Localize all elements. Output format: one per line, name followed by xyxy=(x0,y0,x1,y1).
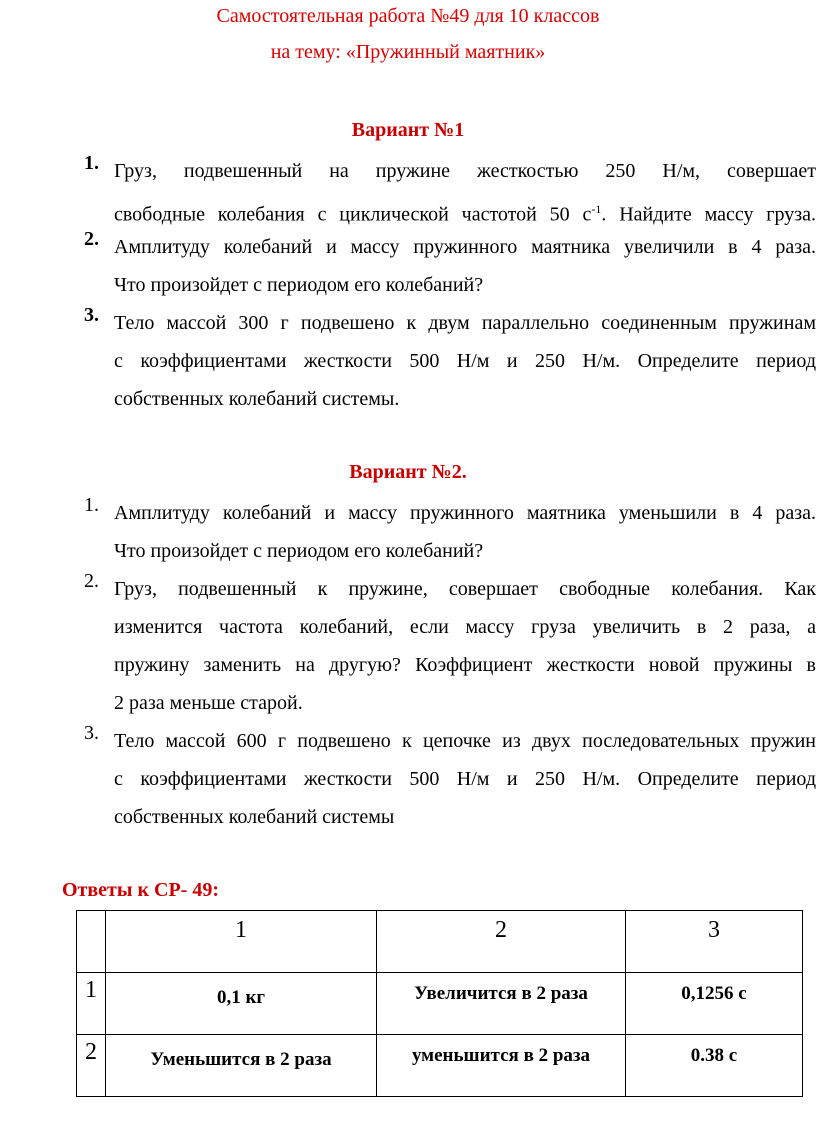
problem-text xyxy=(114,722,816,836)
problem-line: Груз, подвешенный на пружине жесткостью 250 Н/м, совершает xyxy=(114,160,816,182)
answers-table xyxy=(76,910,803,1097)
problem-line: Что произойдет с периодом его колебаний? xyxy=(114,540,484,562)
table-row xyxy=(77,1035,803,1097)
worksheet-title: Самостоятельная работа №49 для 10 классов xyxy=(216,5,600,27)
row-header: 1 xyxy=(77,973,106,1035)
column-header: 1 xyxy=(106,911,377,973)
answer-cell: Увеличится в 2 раза xyxy=(377,973,626,1035)
row-header: 2 xyxy=(77,1035,106,1097)
answer-cell: 0,1256 с xyxy=(626,973,803,1035)
table-header-row xyxy=(77,911,803,973)
problem-text xyxy=(114,570,816,722)
table-corner-cell xyxy=(77,911,106,973)
problem-line: Груз, подвешенный к пружине, совершает свободные колебания. Как xyxy=(114,578,816,600)
problem-text xyxy=(114,228,816,304)
problem-line: с коэффициентами жесткости 500 Н/м и 250 Н/м. Определите период xyxy=(114,768,816,790)
problem-number: 2. xyxy=(84,570,99,592)
problem-text xyxy=(114,152,816,234)
problem-text xyxy=(114,304,816,418)
problem-line: собственных колебаний системы. xyxy=(114,388,400,410)
problem-line: Амплитуду колебаний и массу пружинного маятника увеличили в 4 раза. xyxy=(114,236,816,258)
problem-number: 2. xyxy=(84,228,99,250)
variant-1-heading: Вариант №1 xyxy=(351,119,465,141)
problem-number: 3. xyxy=(84,722,99,744)
problem-number: 1. xyxy=(84,494,99,516)
problem-line: 2 раза меньше старой. xyxy=(114,692,303,714)
problem-line-text: свободные колебания с циклической частотой 50 с xyxy=(114,203,592,226)
problem-text xyxy=(114,494,816,570)
answer-cell: уменьшится в 2 раза xyxy=(377,1035,626,1097)
problem-line: пружину заменить на другую? Коэффициент жесткости новой пружины в xyxy=(114,654,816,676)
problem-line-text: . Найдите массу груза. xyxy=(601,203,816,226)
problem-number: 1. xyxy=(84,152,99,174)
problem-line: Тело массой 600 г подвешено к цепочке из двух последовательных пружин xyxy=(114,730,816,752)
problem-line: Тело массой 300 г подвешено к двум параллельно соединенным пружинам xyxy=(114,312,816,334)
table-row xyxy=(77,973,803,1035)
problem-line: изменится частота колебаний, если массу груза увеличить в 2 раза, а xyxy=(114,616,816,638)
variant-2-heading: Вариант №2. xyxy=(349,461,467,483)
problem-line: Что произойдет с периодом его колебаний? xyxy=(114,274,484,296)
exponent: -1 xyxy=(591,202,602,216)
problem-line: Амплитуду колебаний и массу пружинного маятника уменьшили в 4 раза. xyxy=(114,502,816,524)
answer-cell: 0,1 кг xyxy=(106,973,377,1035)
worksheet-topic: на тему: «Пружинный маятник» xyxy=(270,41,546,63)
column-header: 3 xyxy=(626,911,803,973)
answers-heading: Ответы к СР- 49: xyxy=(62,879,220,901)
problem-number: 3. xyxy=(84,304,99,326)
problem-line: с коэффициентами жесткости 500 Н/м и 250 Н/м. Определите период xyxy=(114,350,816,372)
answer-cell: Уменьшится в 2 раза xyxy=(106,1035,377,1097)
problem-line: собственных колебаний системы xyxy=(114,806,395,828)
column-header: 2 xyxy=(377,911,626,973)
answer-cell: 0.38 с xyxy=(626,1035,803,1097)
